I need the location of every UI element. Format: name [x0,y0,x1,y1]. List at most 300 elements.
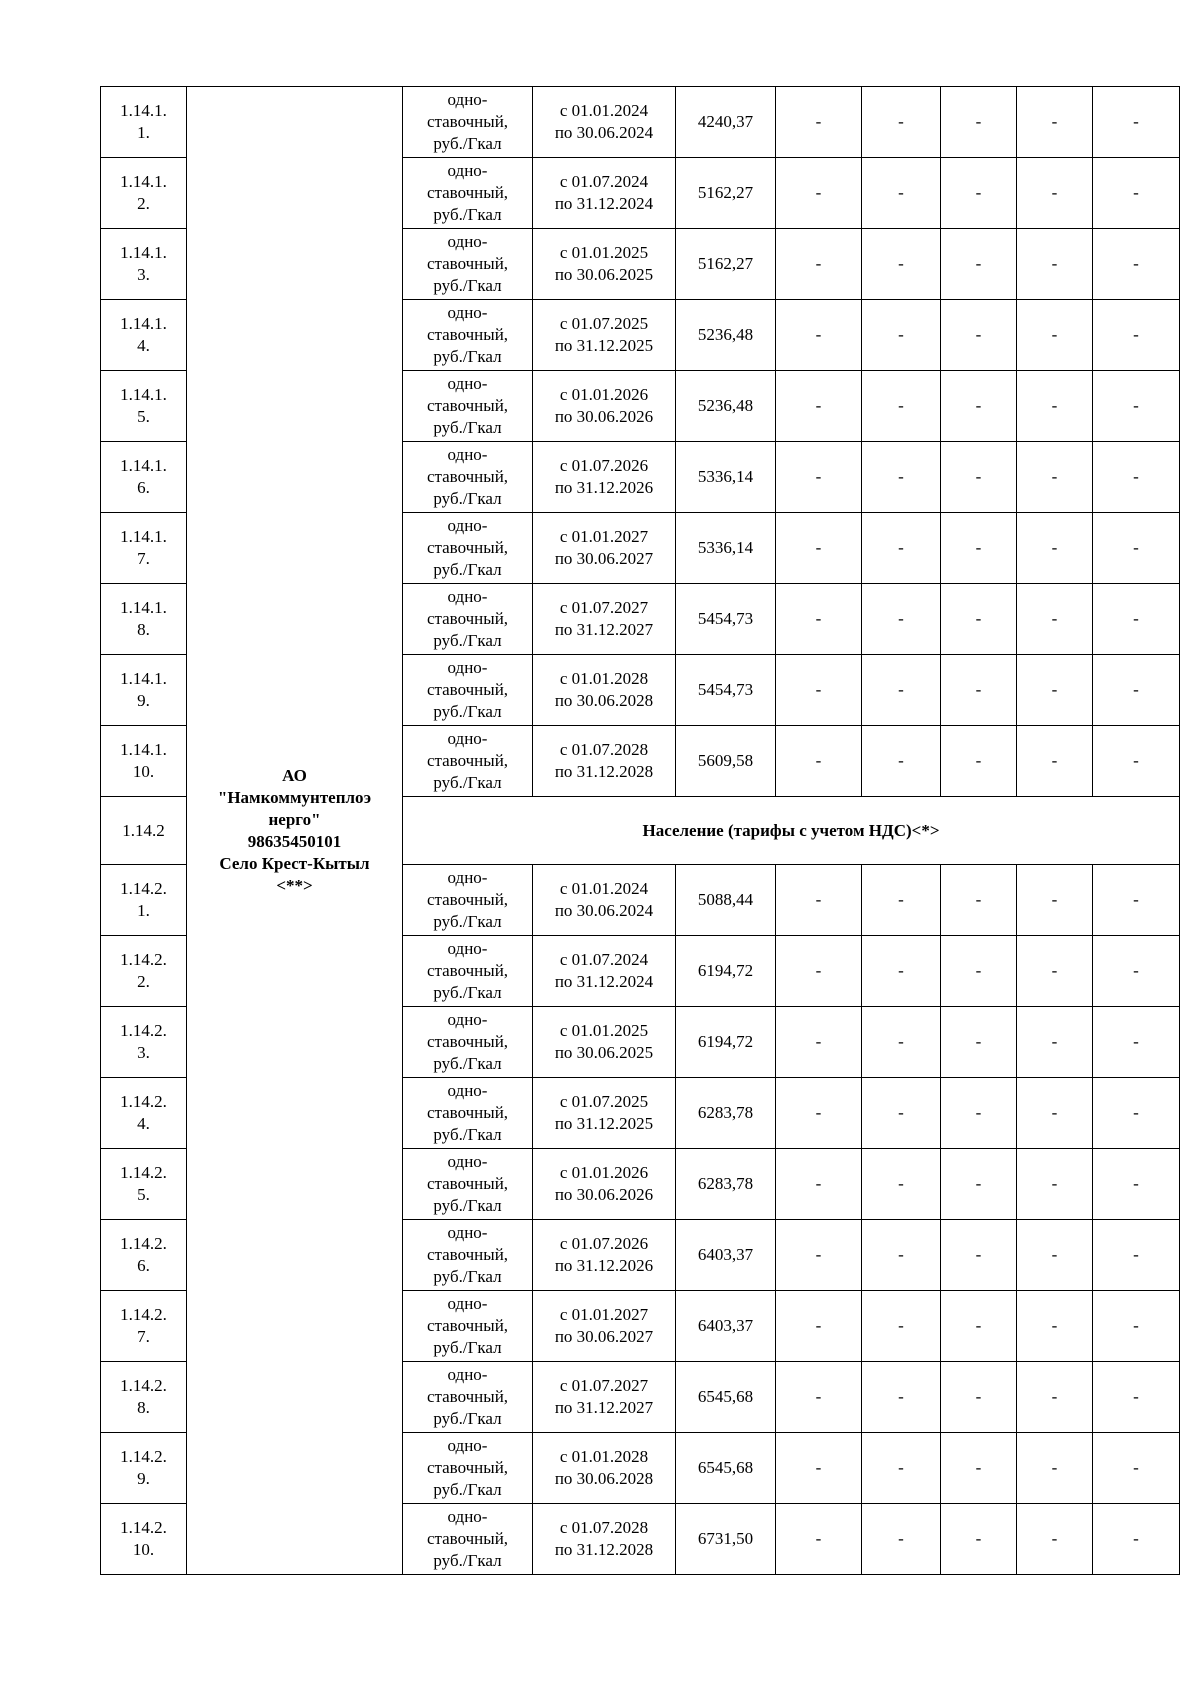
row-number-part2: 9. [137,691,150,710]
tariff-value: 6545,68 [676,1433,776,1504]
rate-type-line2: ставочный, [426,325,509,344]
row-number-cell [101,513,187,584]
period-from: с 01.07.2025 [559,1092,649,1111]
tariff-value: 6545,68 [676,1362,776,1433]
row-number-part1: 1.14.1. [120,172,167,191]
period-to: по 30.06.2025 [554,265,654,284]
rate-type-line3: руб./Гкал [433,1054,502,1073]
period-cell [533,865,676,936]
empty-cell: - [776,1078,862,1149]
rate-type-line1: одно- [447,374,488,393]
empty-cell: - [776,726,862,797]
row-number-part2: 3. [137,1043,150,1062]
period-cell [533,229,676,300]
row-number-part1: 1.14.2. [120,1163,167,1182]
tariff-table [100,86,1180,1575]
period-from: с 01.01.2027 [559,527,649,546]
empty-cell: - [862,655,941,726]
rate-type-line2: ставочный, [426,183,509,202]
period-to: по 30.06.2026 [554,1185,654,1204]
rate-type-line3: руб./Гкал [433,1480,502,1499]
rate-type-cell [403,1291,533,1362]
rate-type-cell [403,158,533,229]
empty-cell: - [1017,726,1093,797]
row-number-part2: 2. [137,972,150,991]
rate-type-cell [403,87,533,158]
period-cell [533,1007,676,1078]
rate-type-line1: одно- [447,1294,488,1313]
empty-cell: - [941,1362,1017,1433]
org-type: АО [282,765,307,785]
rate-type-cell [403,865,533,936]
rate-type-line1: одно- [447,1223,488,1242]
row-number-cell [101,726,187,797]
rate-type-line1: одно- [447,445,488,464]
organization-cell [187,87,403,1575]
period-cell [533,158,676,229]
period-cell [533,584,676,655]
row-number-cell [101,1149,187,1220]
rate-type-line1: одно- [447,232,488,251]
period-to: по 31.12.2025 [554,336,654,355]
period-to: по 31.12.2027 [554,1398,654,1417]
row-number-part2: 2. [137,194,150,213]
empty-cell: - [862,1149,941,1220]
period-cell [533,300,676,371]
row-number-part2: 8. [137,1398,150,1417]
tariff-value: 5336,14 [676,513,776,584]
period-to: по 30.06.2024 [554,901,654,920]
rate-type-line2: ставочный, [426,112,509,131]
empty-cell: - [941,513,1017,584]
empty-cell: - [776,584,862,655]
rate-type-line1: одно- [447,587,488,606]
empty-cell: - [1093,584,1180,655]
period-from: с 01.01.2026 [559,385,649,404]
empty-cell: - [776,513,862,584]
row-number-cell [101,936,187,1007]
row-number-part1: 1.14.2. [120,1447,167,1466]
period-to: по 31.12.2027 [554,620,654,639]
rate-type-line1: одно- [447,868,488,887]
rate-type-line3: руб./Гкал [433,418,502,437]
period-to: по 30.06.2025 [554,1043,654,1062]
row-number-part1: 1.14.1. [120,385,167,404]
rate-type-line3: руб./Гкал [433,773,502,792]
tariff-value: 5236,48 [676,371,776,442]
row-number-part1: 1.14.1. [120,243,167,262]
row-number-part2: 7. [137,1327,150,1346]
empty-cell: - [1093,1078,1180,1149]
rate-type-line3: руб./Гкал [433,134,502,153]
empty-cell: - [862,1362,941,1433]
empty-cell: - [1093,1504,1180,1575]
org-footnote: <**> [276,875,313,895]
rate-type-line3: руб./Гкал [433,1551,502,1570]
row-number-cell [101,371,187,442]
empty-cell: - [1017,87,1093,158]
row-number-part1: 1.14.2. [120,1518,167,1537]
row-number-cell [101,1291,187,1362]
tariff-value: 6194,72 [676,1007,776,1078]
empty-cell: - [776,300,862,371]
row-number-part2: 5. [137,407,150,426]
row-number-part2: 1. [137,123,150,142]
empty-cell: - [862,300,941,371]
rate-type-line1: одно- [447,939,488,958]
empty-cell: - [776,1007,862,1078]
period-from: с 01.01.2024 [559,879,649,898]
empty-cell: - [862,158,941,229]
rate-type-line3: руб./Гкал [433,702,502,721]
empty-cell: - [1093,371,1180,442]
empty-cell: - [776,936,862,1007]
row-number-part1: 1.14.2. [120,1234,167,1253]
empty-cell: - [1017,371,1093,442]
rate-type-line3: руб./Гкал [433,560,502,579]
row-number-part1: 1.14.2. [120,1021,167,1040]
rate-type-cell [403,1149,533,1220]
empty-cell: - [1093,442,1180,513]
empty-cell: - [1017,655,1093,726]
rate-type-line1: одно- [447,161,488,180]
empty-cell: - [862,584,941,655]
rate-type-line1: одно- [447,1436,488,1455]
row-number-cell [101,1007,187,1078]
rate-type-line3: руб./Гкал [433,205,502,224]
empty-cell: - [776,371,862,442]
period-cell [533,1362,676,1433]
row-number-cell [101,229,187,300]
row-number-cell [101,442,187,513]
rate-type-cell [403,1362,533,1433]
rate-type-cell [403,726,533,797]
rate-type-line2: ставочный, [426,609,509,628]
rate-type-cell [403,1504,533,1575]
empty-cell: - [862,1291,941,1362]
empty-cell: - [776,1433,862,1504]
row-number-cell [101,1362,187,1433]
empty-cell: - [1093,655,1180,726]
rate-type-line1: одно- [447,1152,488,1171]
empty-cell: - [941,1149,1017,1220]
period-from: с 01.01.2027 [559,1305,649,1324]
empty-cell: - [862,1504,941,1575]
tariff-value: 5162,27 [676,158,776,229]
rate-type-cell [403,229,533,300]
empty-cell: - [1017,158,1093,229]
empty-cell: - [941,655,1017,726]
row-number-cell [101,1220,187,1291]
row-number-part2: 6. [137,478,150,497]
rate-type-line2: ставочный, [426,1529,509,1548]
empty-cell: - [1017,513,1093,584]
period-to: по 30.06.2028 [554,691,654,710]
empty-cell: - [862,936,941,1007]
empty-cell: - [941,1220,1017,1291]
rate-type-line1: одно- [447,303,488,322]
rate-type-line2: ставочный, [426,467,509,486]
row-number-part1: 1.14.1. [120,456,167,475]
empty-cell: - [941,936,1017,1007]
empty-cell: - [941,1433,1017,1504]
row-number-part2: 3. [137,265,150,284]
section-title: Население (тарифы с учетом НДС)<*> [403,797,1180,865]
empty-cell: - [1093,1149,1180,1220]
row-number-part2: 4. [137,1114,150,1133]
empty-cell: - [776,865,862,936]
empty-cell: - [862,1078,941,1149]
period-to: по 31.12.2025 [554,1114,654,1133]
period-cell [533,442,676,513]
rate-type-cell [403,1220,533,1291]
period-cell [533,726,676,797]
empty-cell: - [1017,1504,1093,1575]
empty-cell: - [941,865,1017,936]
rate-type-line3: руб./Гкал [433,347,502,366]
empty-cell: - [862,513,941,584]
rate-type-line1: одно- [447,1010,488,1029]
rate-type-line3: руб./Гкал [433,912,502,931]
rate-type-cell [403,1433,533,1504]
rate-type-line2: ставочный, [426,254,509,273]
empty-cell: - [1017,300,1093,371]
empty-cell: - [1093,513,1180,584]
period-to: по 31.12.2028 [554,1540,654,1559]
empty-cell: - [776,442,862,513]
period-from: с 01.01.2028 [559,1447,649,1466]
empty-cell: - [862,1007,941,1078]
empty-cell: - [1017,1149,1093,1220]
empty-cell: - [1017,1078,1093,1149]
empty-cell: - [1017,1007,1093,1078]
row-number-part2: 4. [137,336,150,355]
row-number-cell [101,87,187,158]
period-cell [533,87,676,158]
empty-cell: - [941,584,1017,655]
period-from: с 01.07.2024 [559,950,649,969]
row-number-part2: 10. [132,1540,155,1559]
empty-cell: - [941,442,1017,513]
period-cell [533,1078,676,1149]
empty-cell: - [1093,1291,1180,1362]
period-to: по 31.12.2026 [554,478,654,497]
period-cell [533,1504,676,1575]
period-cell [533,936,676,1007]
empty-cell: - [862,865,941,936]
rate-type-line2: ставочный, [426,751,509,770]
empty-cell: - [776,1220,862,1291]
period-from: с 01.07.2027 [559,1376,649,1395]
rate-type-line2: ставочный, [426,680,509,699]
empty-cell: - [776,158,862,229]
empty-cell: - [941,1078,1017,1149]
rate-type-line2: ставочный, [426,538,509,557]
row-number-part1: 1.14.1. [120,527,167,546]
period-cell [533,1220,676,1291]
empty-cell: - [941,87,1017,158]
row-number-part1: 1.14.2. [120,879,167,898]
org-name-part2: нерго" [268,809,321,829]
empty-cell: - [941,229,1017,300]
empty-cell: - [941,158,1017,229]
row-number-part1: 1.14.1. [120,740,167,759]
period-cell [533,1149,676,1220]
empty-cell: - [862,726,941,797]
period-from: с 01.01.2025 [559,243,649,262]
rate-type-line2: ставочный, [426,1174,509,1193]
period-from: с 01.07.2028 [559,740,649,759]
section-number: 1.14.2 [101,797,187,865]
empty-cell: - [1093,1362,1180,1433]
rate-type-line2: ставочный, [426,1032,509,1051]
period-to: по 30.06.2027 [554,1327,654,1346]
tariff-value: 5162,27 [676,229,776,300]
row-number-cell [101,1504,187,1575]
tariff-value: 5454,73 [676,584,776,655]
rate-type-cell [403,442,533,513]
row-number-part1: 1.14.2. [120,1305,167,1324]
org-name-part1: "Намкоммунтеплоэ [217,787,372,807]
row-number-part1: 1.14.1. [120,101,167,120]
rate-type-cell [403,371,533,442]
rate-type-line2: ставочный, [426,1458,509,1477]
rate-type-line2: ставочный, [426,396,509,415]
row-number-cell [101,584,187,655]
empty-cell: - [1017,1362,1093,1433]
tariff-value: 5454,73 [676,655,776,726]
row-number-part2: 10. [132,762,155,781]
rate-type-line2: ставочный, [426,1103,509,1122]
empty-cell: - [776,229,862,300]
tariff-table-body [101,87,1180,1575]
period-cell [533,655,676,726]
tariff-value: 6731,50 [676,1504,776,1575]
row-number-part2: 6. [137,1256,150,1275]
empty-cell: - [1093,726,1180,797]
empty-cell: - [941,371,1017,442]
row-number-part1: 1.14.2. [120,1376,167,1395]
empty-cell: - [1093,158,1180,229]
empty-cell: - [776,87,862,158]
rate-type-cell [403,655,533,726]
rate-type-line1: одно- [447,1507,488,1526]
org-locality: Село Крест-Кытыл [219,853,370,873]
row-number-cell [101,1078,187,1149]
period-from: с 01.07.2026 [559,456,649,475]
row-number-part1: 1.14.1. [120,314,167,333]
tariff-value: 6194,72 [676,936,776,1007]
period-to: по 30.06.2028 [554,1469,654,1488]
row-number-cell [101,655,187,726]
empty-cell: - [1017,584,1093,655]
rate-type-cell [403,584,533,655]
empty-cell: - [862,87,941,158]
rate-type-cell [403,936,533,1007]
period-from: с 01.01.2024 [559,101,649,120]
row-number-part2: 9. [137,1469,150,1488]
empty-cell: - [941,1007,1017,1078]
row-number-cell [101,300,187,371]
empty-cell: - [941,300,1017,371]
empty-cell: - [862,371,941,442]
empty-cell: - [776,1504,862,1575]
rate-type-cell [403,300,533,371]
period-to: по 31.12.2024 [554,194,654,213]
tariff-value: 6403,37 [676,1220,776,1291]
rate-type-line3: руб./Гкал [433,1267,502,1286]
rate-type-line1: одно- [447,658,488,677]
empty-cell: - [862,442,941,513]
empty-cell: - [1093,1007,1180,1078]
empty-cell: - [1093,936,1180,1007]
rate-type-line2: ставочный, [426,1316,509,1335]
row-number-part1: 1.14.1. [120,598,167,617]
rate-type-line3: руб./Гкал [433,489,502,508]
empty-cell: - [941,1504,1017,1575]
period-from: с 01.01.2028 [559,669,649,688]
rate-type-line3: руб./Гкал [433,1409,502,1428]
rate-type-line2: ставочный, [426,961,509,980]
tariff-value: 4240,37 [676,87,776,158]
rate-type-line1: одно- [447,1081,488,1100]
empty-cell: - [776,1362,862,1433]
period-to: по 30.06.2027 [554,549,654,568]
period-from: с 01.07.2025 [559,314,649,333]
period-to: по 30.06.2024 [554,123,654,142]
rate-type-line3: руб./Гкал [433,631,502,650]
rate-type-line3: руб./Гкал [433,1196,502,1215]
empty-cell: - [941,1291,1017,1362]
rate-type-line3: руб./Гкал [433,1338,502,1357]
period-from: с 01.01.2025 [559,1021,649,1040]
table-row [101,87,1180,158]
tariff-value: 6283,78 [676,1149,776,1220]
empty-cell: - [1017,1433,1093,1504]
period-from: с 01.07.2028 [559,1518,649,1537]
row-number-part2: 8. [137,620,150,639]
empty-cell: - [1093,1433,1180,1504]
row-number-cell [101,158,187,229]
rate-type-line3: руб./Гкал [433,276,502,295]
rate-type-cell [403,1007,533,1078]
period-from: с 01.07.2027 [559,598,649,617]
period-cell [533,513,676,584]
row-number-part1: 1.14.1. [120,669,167,688]
empty-cell: - [862,1433,941,1504]
row-number-part2: 7. [137,549,150,568]
period-cell [533,371,676,442]
period-cell [533,1291,676,1362]
rate-type-line2: ставочный, [426,1387,509,1406]
org-code: 98635450101 [247,831,342,851]
rate-type-line1: одно- [447,1365,488,1384]
period-cell [533,1433,676,1504]
row-number-cell [101,1433,187,1504]
empty-cell: - [1017,442,1093,513]
empty-cell: - [1017,1220,1093,1291]
rate-type-line1: одно- [447,90,488,109]
empty-cell: - [1017,229,1093,300]
rate-type-line3: руб./Гкал [433,983,502,1002]
tariff-value: 6283,78 [676,1078,776,1149]
empty-cell: - [1093,229,1180,300]
rate-type-line2: ставочный, [426,890,509,909]
empty-cell: - [1093,1220,1180,1291]
tariff-value: 5609,58 [676,726,776,797]
empty-cell: - [1093,87,1180,158]
period-to: по 31.12.2026 [554,1256,654,1275]
